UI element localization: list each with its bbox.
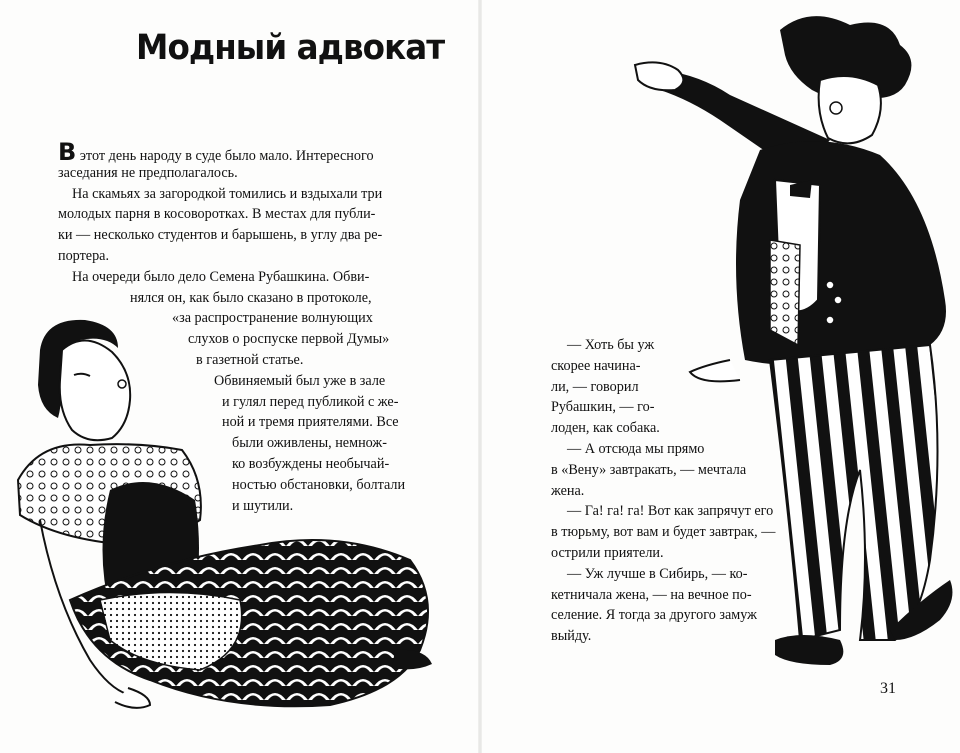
- right-line-15: выйду.: [551, 628, 592, 645]
- right-line-3: ли, — говорил: [551, 378, 639, 395]
- right-line-12: — Уж лучше в Сибирь, — ко-: [567, 565, 748, 582]
- dropcap-letter: В: [58, 138, 77, 166]
- left-line-8: нялся он, как было сказано в протоколе,: [130, 289, 372, 306]
- left-line-5: ки — несколько студентов и барышень, в углу два ре-: [58, 227, 383, 244]
- right-line-4: Рубашкин, — го-: [551, 399, 655, 416]
- right-line-5: лоден, как собака.: [551, 420, 660, 437]
- left-line-15: были оживлены, немнож-: [232, 435, 387, 452]
- right-line-7: в «Вену» завтракать, — мечтала: [551, 461, 747, 478]
- left-line-16: ко возбуждены необычай-: [232, 455, 390, 472]
- right-line-9: — Га! га! га! Вот как запрячут его: [567, 503, 774, 520]
- right-line-2: скорее начина-: [551, 357, 641, 374]
- left-line-2: заседания не предполагалось.: [58, 164, 238, 181]
- left-page-text: [58, 138, 406, 516]
- left-line-13: и гулял перед публикой с же-: [222, 393, 399, 410]
- left-line-11: в газетной статье.: [196, 351, 304, 368]
- right-line-10: в тюрьму, вот вам и будет завтрак, —: [551, 524, 776, 541]
- left-line-4: молодых парня в косоворотках. В местах для публи-: [58, 206, 376, 223]
- left-line-1: [58, 138, 405, 166]
- left-line-9: «за распространение волнующих: [172, 310, 373, 327]
- right-line-11: острили приятели.: [551, 544, 664, 561]
- left-line-18: и шутили.: [232, 497, 294, 514]
- right-line-1: — Хоть бы уж: [567, 337, 655, 353]
- left-line-1-text: этот день народу в суде было мало. Интересного: [76, 148, 374, 164]
- chapter-title: Модный адвокат: [136, 28, 445, 68]
- right-line-6: — А отсюда мы прямо: [567, 440, 705, 457]
- left-line-17: ностью обстановки, болтали: [232, 476, 406, 493]
- page-number: 31: [880, 680, 896, 697]
- right-line-8: жена.: [551, 482, 585, 499]
- left-line-3: На скамьях за загородкой томились и вздыхали три: [72, 185, 383, 202]
- left-line-12: Обвиняемый был уже в зале: [214, 372, 386, 389]
- left-line-7: На очереди было дело Семена Рубашкина. Обви-: [72, 268, 370, 285]
- left-line-6: портера.: [58, 247, 110, 264]
- left-line-10: слухов о роспуске первой Думы»: [188, 331, 390, 348]
- book-gutter: [478, 0, 482, 753]
- right-page-text: [549, 335, 775, 647]
- right-line-13: кетничала жена, — на вечное по-: [551, 586, 752, 603]
- left-line-14: ной и тремя приятелями. Все: [222, 414, 399, 431]
- right-line-14: селение. Я тогда за другого замуж: [551, 607, 757, 624]
